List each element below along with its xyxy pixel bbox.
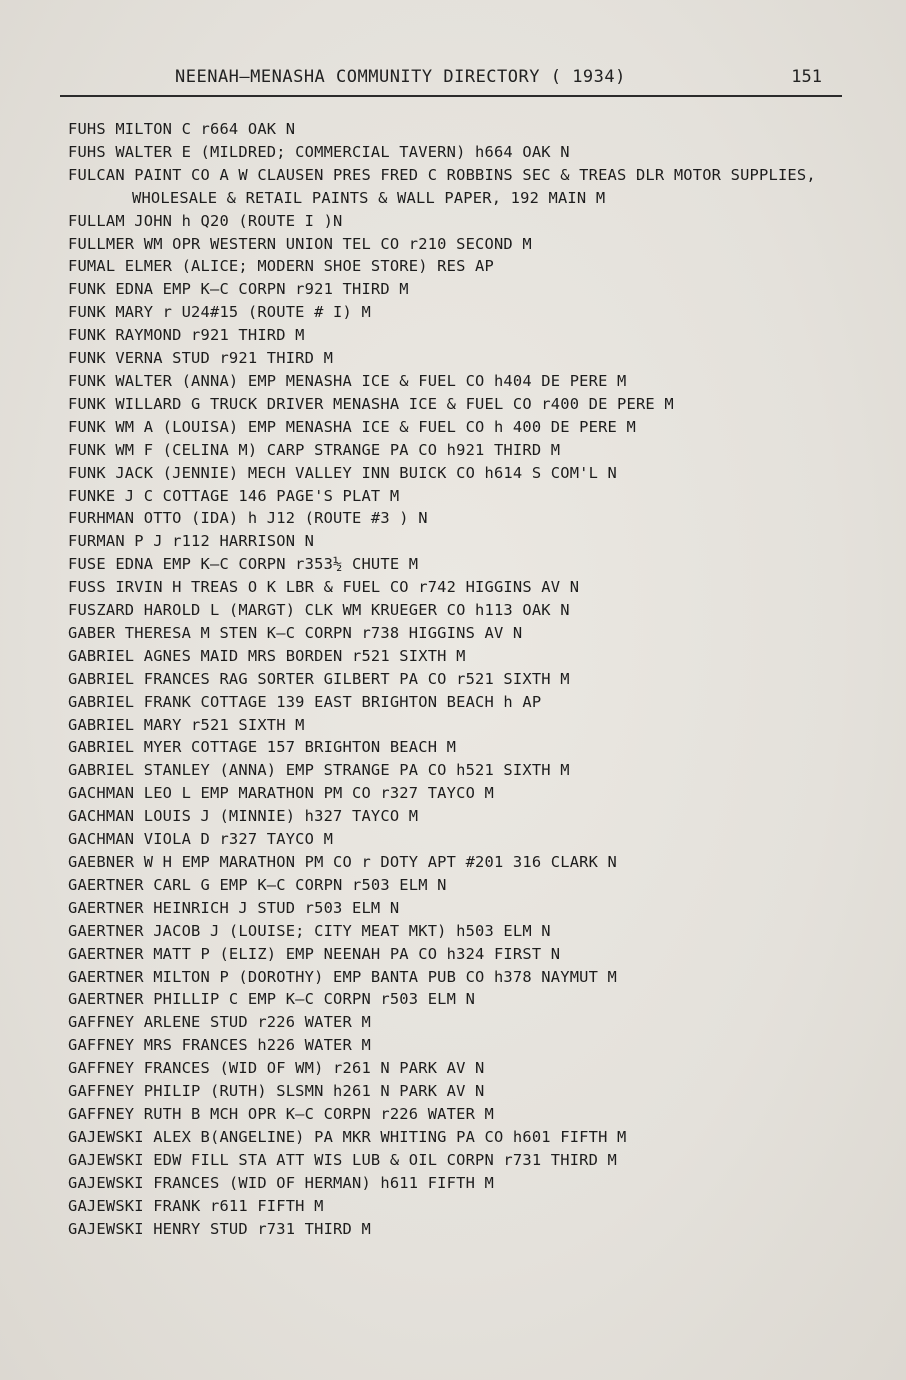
directory-entry: FUNK RAYMOND r921 THIRD M xyxy=(68,326,305,345)
directory-entry: FUSZARD HAROLD L (MARGT) CLK WM KRUEGER CO h113 OAK N xyxy=(68,601,570,620)
directory-entry: FUNK WM A (LOUISA) EMP MENASHA ICE & FUEL CO h 400 DE PERE M xyxy=(68,417,636,436)
directory-entry: FUHS WALTER E (MILDRED; COMMERCIAL TAVERN) h664 OAK N xyxy=(68,142,570,161)
directory-entry: FUNK WM F (CELINA M) CARP STRANGE PA CO h921 THIRD M xyxy=(68,440,561,459)
directory-entry: GAFFNEY RUTH B MCH OPR K—C CORPN r226 WATER M xyxy=(68,1104,494,1123)
directory-entry: GAJEWSKI FRANK r611 FIFTH M xyxy=(68,1196,324,1215)
directory-entry: GABRIEL AGNES MAID MRS BORDEN r521 SIXTH M xyxy=(68,646,466,665)
directory-entry: GAERTNER PHILLIP C EMP K—C CORPN r503 ELM N xyxy=(68,990,476,1009)
directory-entry: GAJEWSKI ALEX B(ANGELINE) PA MKR WHITING PA CO h601 FIFTH M xyxy=(68,1127,627,1146)
directory-entry: GAERTNER JACOB J (LOUISE; CITY MEAT MKT) h503 ELM N xyxy=(68,921,551,940)
directory-entry: GABRIEL FRANCES RAG SORTER GILBERT PA CO r521 SIXTH M xyxy=(68,669,570,688)
directory-entry: GAJEWSKI FRANCES (WID OF HERMAN) h611 FIFTH M xyxy=(68,1173,494,1192)
directory-entry: GAJEWSKI HENRY STUD r731 THIRD M xyxy=(68,1219,371,1238)
directory-entry: FUNK WILLARD G TRUCK DRIVER MENASHA ICE & FUEL CO r400 DE PERE M xyxy=(68,394,674,413)
directory-entry: GAJEWSKI EDW FILL STA ATT WIS LUB & OIL CORPN r731 THIRD M xyxy=(68,1150,618,1169)
directory-entry: FUNK JACK (JENNIE) MECH VALLEY INN BUICK CO h614 S COM'L N xyxy=(68,463,618,482)
directory-entry: GACHMAN LOUIS J (MINNIE) h327 TAYCO M xyxy=(68,807,419,826)
directory-entry: FUNK WALTER (ANNA) EMP MENASHA ICE & FUEL CO h404 DE PERE M xyxy=(68,371,627,390)
directory-entry: GAFFNEY MRS FRANCES h226 WATER M xyxy=(68,1036,371,1055)
directory-entry: FULLMER WM OPR WESTERN UNION TEL CO r210 SECOND M xyxy=(68,234,532,253)
directory-entry: FURMAN P J r112 HARRISON N xyxy=(68,532,315,551)
directory-entry: GAERTNER MILTON P (DOROTHY) EMP BANTA PUB CO h378 NAYMUT M xyxy=(68,967,618,986)
directory-entry: FULLAM JOHN h Q20 (ROUTE I )N xyxy=(68,211,343,230)
page-title: NEENAH—MENASHA COMMUNITY DIRECTORY ( 1934) xyxy=(175,67,626,87)
directory-entry: GABRIEL MYER COTTAGE 157 BRIGHTON BEACH M xyxy=(68,738,457,757)
directory-entry: GAFFNEY ARLENE STUD r226 WATER M xyxy=(68,1013,371,1032)
directory-entry: GAEBNER W H EMP MARATHON PM CO r DOTY APT #201 316 CLARK N xyxy=(68,853,618,871)
directory-entry: FUMAL ELMER (ALICE; MODERN SHOE STORE) RES AP xyxy=(68,257,494,276)
directory-entry: FUSS IRVIN H TREAS O K LBR & FUEL CO r742 HIGGINS AV N xyxy=(68,578,580,597)
directory-entry: GABRIEL MARY r521 SIXTH M xyxy=(68,715,305,734)
page-header xyxy=(175,67,840,93)
directory-entry: FUNK MARY r U24#15 (ROUTE # I) M xyxy=(68,303,371,322)
directory-entry: GAERTNER MATT P (ELIZ) EMP NEENAH PA CO h324 FIRST N xyxy=(68,944,561,963)
directory-entry: FUSE EDNA EMP K—C CORPN r353½ CHUTE M xyxy=(68,555,419,574)
directory-entry: FUNK VERNA STUD r921 THIRD M xyxy=(68,349,334,368)
directory-entry: FULCAN PAINT CO A W CLAUSEN PRES FRED C ROBBINS SEC & TREAS DLR MOTOR SUPPLIES, WHOLESALE & RETAIL PAINTS & WALL PAPER, 192 MAIN M xyxy=(68,165,816,207)
directory-listing xyxy=(68,118,858,1240)
directory-entry: GABRIEL STANLEY (ANNA) EMP STRANGE PA CO h521 SIXTH M xyxy=(68,761,570,780)
directory-entry: GAFFNEY FRANCES (WID OF WM) r261 N PARK AV N xyxy=(68,1059,485,1078)
directory-entry: FURHMAN OTTO (IDA) h J12 (ROUTE #3 ) N xyxy=(68,509,428,528)
page-number: 151 xyxy=(791,67,822,87)
directory-entry: FUHS MILTON C r664 OAK N xyxy=(68,120,296,138)
directory-entry: GACHMAN LEO L EMP MARATHON PM CO r327 TAYCO M xyxy=(68,784,494,803)
header-divider xyxy=(60,95,842,97)
directory-entry: GAERTNER CARL G EMP K—C CORPN r503 ELM N xyxy=(68,875,447,894)
directory-entry: GABRIEL FRANK COTTAGE 139 EAST BRIGHTON BEACH h AP xyxy=(68,692,542,711)
directory-entry: FUNK EDNA EMP K—C CORPN r921 THIRD M xyxy=(68,280,409,299)
directory-entry: GAERTNER HEINRICH J STUD r503 ELM N xyxy=(68,898,400,917)
directory-entry: FUNKE J C COTTAGE 146 PAGE'S PLAT M xyxy=(68,486,400,505)
directory-entry: GABER THERESA M STEN K—C CORPN r738 HIGGINS AV N xyxy=(68,623,523,642)
directory-entry: GACHMAN VIOLA D r327 TAYCO M xyxy=(68,830,334,849)
directory-entry: GAFFNEY PHILIP (RUTH) SLSMN h261 N PARK AV N xyxy=(68,1082,485,1101)
